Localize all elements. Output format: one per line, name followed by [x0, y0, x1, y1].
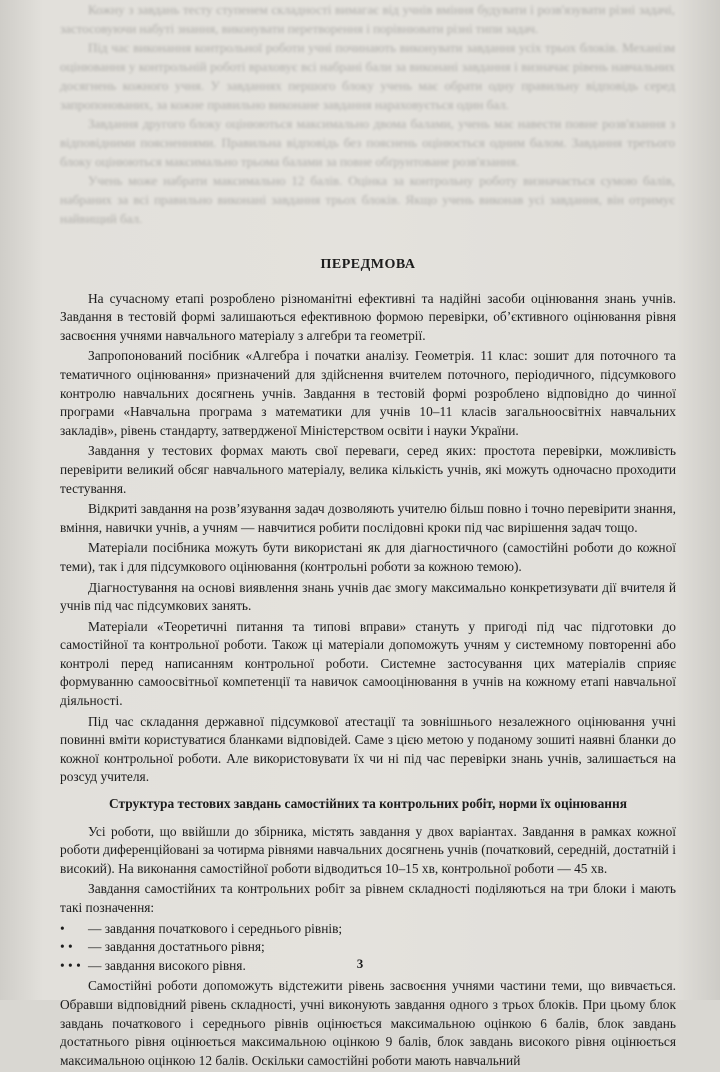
section-paragraph-3: Самостійні роботи допоможуть відстежити рівень засвоєння учнями частини теми, що вивчається. Обравши відповідний рівень складності, учні виконують завдання одного з трьох блоків. При цьому блок завдань початкового і середнього рівнів оцінюється максимальною оцінкою 6 балів, блок завдань достатнього рівня оцінюється максимальною оцінкою 9 балів, блок завдань високого рівня оцінюється максимальною оцінкою 12 балів. Оскільки самостійні роботи мають навчальний — [60, 978, 676, 1068]
bleed-through-text: Кожну з завдань тесту ступенем складності вимагає від учнів вміння будувати і розв'язувати різні задачі, застосовуючи набуті знання, виконувати перетворення і порівнювати різні типи задач. Під час виконання контрольної роботи учні починають виконувати завдання усіх трьох блоків. Механізм оцінювання у контрольній роботі враховує всі набрані бали за виконані завдання і визначає рівень навчальних досягнень кожного учня. У завданнях першого блоку учень має обрати одну правильну відповідь серед запропонованих, за кожне правильно виконане завдання нараховується один бал. Завдання другого блоку оцінюються максимально двома балами, учень має навести повне розв'язання з відповідними поясненнями. Правильна відповідь без пояснень оцінюється одним балом. Завдання третього блоку оцінюються максимально трьома балами за повне обґрунтоване розв'язання. Учень може набрати максимально 12 балів. Оцінка за контрольну роботу визначається сумою балів, набраних за всі правильно виконані завдання трьох блоків. Якщо учень виконав усі завдання, він отримує найвищий бал. — [60, 2, 675, 226]
intro-paragraph-7: Матеріали «Теоретичні питання та типові вправи» стануть у пригоді під час підготовки до самостійної та контрольної роботи. Також ці матеріали допоможуть учням у системному повторенні або контролі перед написанням контрольної роботи. Системне застосування цих матеріалів сприяє формуванню самоосвітньої компетенції та навичок самооцінювання в учнів на кожному етапі навчальної діяльності. — [60, 618, 676, 709]
section-heading: Структура тестових завдань самостійних та контрольних робіт, норми їх оцінювання — [109, 796, 627, 812]
level-text: — завдання високого рівня. — [88, 957, 246, 973]
intro-paragraph-4: Відкриті завдання на розв’язування задач дозволяють учителю більш повно і точно перевірити знання, вміння, навички учнів, а учням — навчитися робити послідовні кроки під час вирішення задач тощо. — [60, 501, 676, 535]
level-marker: • • — [60, 939, 73, 955]
intro-paragraph-5: Матеріали посібника можуть бути використані як для діагностичного (самостійні роботи до кожної теми), так і для підсумкового оцінювання (контрольні роботи за кожною темою). — [60, 540, 676, 574]
page-number: 3 — [356, 956, 364, 971]
level-text: — завдання достатнього рівня; — [88, 939, 265, 955]
main-content — [60, 256, 676, 1072]
section-paragraph-2: Завдання самостійних та контрольних робіт за рівнем складності поділяються на три блоки і мають такі позначення: — [60, 881, 676, 915]
intro-paragraph-8: Під час складання державної підсумкової атестації та зовнішнього незалежного оцінювання учні повинні вміти користуватися бланками відповідей. Саме з цією метою у поданому зошиті наявні бланки до кожної контрольної роботи. Але використовувати їх чи ні під час перевірки знань учнів, залишається на розсуд учителя. — [60, 713, 676, 785]
page-title: ПЕРЕДМОВА — [320, 257, 416, 272]
level-marker: • • • — [60, 957, 81, 973]
level-text: — завдання початкового і середнього рівнів; — [88, 920, 343, 936]
intro-paragraph-3: Завдання у тестових формах мають свої переваги, серед яких: простота перевірки, можливість перевірити великий обсяг навчального матеріалу, велика кількість учнів, які можуть одночасно проходити тестування. — [60, 443, 676, 496]
section-paragraph-1: Усі роботи, що ввійшли до збірника, містять завдання у двох варіантах. Завдання в рамках кожної роботи диференційовані за чотирма рівнями навчальних досягнень учнів (початковий, середній, достатній і високий). На виконання самостійної роботи відводиться 10–15 хв, контрольної роботи — 45 хв. — [60, 823, 676, 876]
intro-paragraph-2: Запропонований посібник «Алгебра і початки аналізу. Геометрія. 11 клас: зошит для поточного та тематичного оцінювання» призначений для здійснення вчителем поточного, періодичного, підсумкового контролю навчальних досягнень учнів. Завдання в тестовій формі розроблено відповідно до чинної програми «Навчальна програма з математики для учнів 10–11 класів загальноосвітніх навчальних закладів», рівень стандарту, затвердженої Міністерством освіти і науки України. — [60, 348, 676, 438]
list-item — [60, 920, 676, 939]
list-item — [60, 938, 676, 957]
level-marker: • — [60, 920, 65, 936]
intro-paragraph-1: На сучасному етапі розроблено різноманітні ефективні та надійні засоби оцінювання знань учнів. Завдання в тестовій формі залишаються ефективною формою перевірки, об’єктивного оцінювання рівня засвоєння учнями навчального матеріалу з алгебри та геометрії. — [60, 290, 676, 343]
intro-paragraph-6: Діагностування на основі виявлення знань учнів дає змогу максимально конкретизувати дії вчителя й учнів під час підсумкових занять. — [60, 579, 676, 614]
